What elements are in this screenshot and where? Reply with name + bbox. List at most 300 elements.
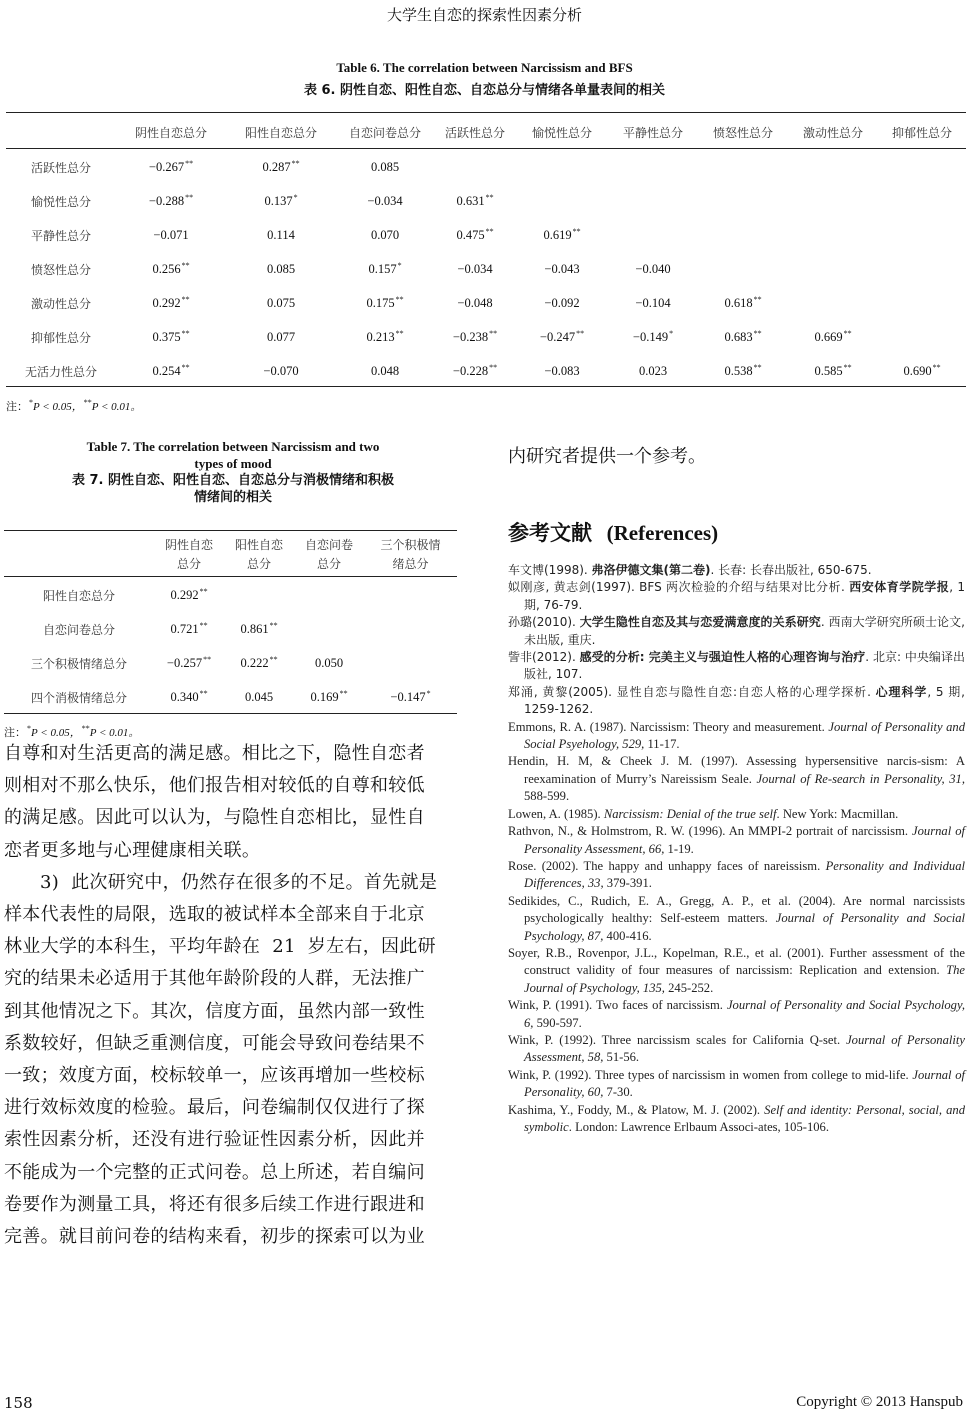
cell-value: −0.034 — [367, 193, 403, 208]
ref-authors: 孙璐(2010). — [508, 615, 580, 630]
ref-details: 11-17. — [644, 737, 680, 752]
table-cell — [878, 286, 966, 320]
table-cell — [434, 184, 516, 218]
row-label: 愉悦性总分 — [30, 194, 91, 209]
text-line: 卷要作为测量工具，将还有很多后续工作进行跟进和 — [4, 1193, 425, 1215]
reference-item — [508, 1102, 965, 1137]
reference-item — [508, 684, 965, 719]
reference-item — [508, 858, 965, 893]
ref-authors: Wink, P. (1992). Three narcissism scales for California Q-set. — [508, 1032, 847, 1047]
cell-value: −0.070 — [263, 363, 299, 378]
table-cell — [434, 218, 516, 252]
significance-stars: ** — [485, 193, 494, 202]
row-label: 平静性总分 — [30, 228, 91, 243]
significance-stars: ** — [269, 655, 278, 664]
significance-stars: * — [669, 329, 674, 338]
column-header: 活跃性总分 — [444, 125, 505, 140]
significance-stars: ** — [185, 193, 194, 202]
references-heading-en: (References) — [606, 521, 719, 545]
table-cell — [698, 252, 788, 286]
reference-item — [508, 579, 965, 614]
table-cell — [224, 680, 294, 714]
significance-stars: ** — [291, 159, 300, 168]
reference-item — [508, 753, 965, 805]
text-line: 进行效标效度的检验。最后，问卷编制仅仅进行了探 — [4, 1097, 425, 1119]
note-p05: P < 0.05， — [31, 727, 81, 739]
text-line: 不能成为一个完整的正式问卷。总上所述，若自编问 — [4, 1161, 425, 1183]
reference-item — [508, 649, 965, 684]
significance-stars: ** — [181, 295, 190, 304]
significance-stars: ** — [932, 363, 941, 372]
copyright: Copyright © 2013 Hanspub — [796, 1394, 963, 1410]
table-cell — [226, 320, 336, 354]
cell-value: −0.228 — [452, 364, 489, 378]
note-prefix: 注： — [6, 400, 28, 413]
ref-journal: Journal of Personality, 60, — [524, 1067, 965, 1100]
cell-value: 0.085 — [370, 159, 400, 174]
significance-stars: ** — [269, 621, 278, 630]
text-line: 则相对不那么快乐，他们报告相对较低的自尊和较低 — [4, 775, 425, 797]
cell-value: −0.034 — [457, 261, 493, 276]
ref-details: 590-597. — [533, 1015, 582, 1030]
table-cell — [434, 252, 516, 286]
ref-authors: Rose. (2002). The happy and unhappy faces of nareissism. — [508, 858, 826, 873]
row-label: 抑郁性总分 — [30, 330, 91, 345]
table-row — [6, 286, 966, 320]
running-header: 大学生自恋的探索性因素分析 — [386, 6, 582, 24]
note-star1: * — [29, 398, 33, 407]
ref-source: 西安体育学院学报 — [849, 580, 950, 595]
ref-details: . 西南大学研究所硕士论文, 未出版, 重庆. — [524, 615, 965, 647]
text-line: 系数较好，但缺乏重测信度，可能会导致问卷结果不 — [4, 1032, 425, 1054]
table7-title-zh-2: 情绪间的相关 — [193, 490, 272, 505]
ref-authors: 訾非(2012). — [508, 650, 580, 665]
row-label: 自恋问卷总分 — [42, 622, 115, 637]
table-cell — [226, 218, 336, 252]
cell-value: 0.048 — [370, 363, 400, 378]
cell-value: −0.149 — [632, 330, 669, 344]
table-row — [6, 354, 966, 388]
cell-value: 0.070 — [370, 227, 400, 242]
table-cell — [434, 320, 516, 354]
ref-source: 感受的分析: 完美主义与强迫性人格的心理咨询与治疗 — [579, 650, 866, 665]
table-cell — [516, 354, 608, 388]
significance-stars: ** — [489, 363, 498, 372]
column-header: 阴性自恋总分 — [134, 125, 207, 140]
cell-value: 0.683 — [724, 330, 753, 344]
ref-authors: Emmons, R. A. (1987). Narcissism: Theory and measurement. — [508, 719, 829, 734]
right-continuation-text: 内研究者提供一个参考。 — [508, 446, 706, 467]
table6 — [6, 114, 966, 388]
table-cell — [226, 184, 336, 218]
cell-value: 0.254 — [152, 364, 181, 378]
ref-details: 588-599. — [524, 789, 570, 804]
cell-value: 0.175 — [366, 296, 395, 310]
column-header — [154, 532, 224, 578]
cell-value: −0.257 — [166, 656, 203, 670]
references-heading — [508, 517, 718, 547]
ref-details: 7-30. — [603, 1085, 633, 1100]
table6-note — [6, 398, 141, 414]
table-cell — [336, 218, 434, 252]
page-number: 158 — [4, 1394, 33, 1412]
note-prefix: 注： — [4, 726, 26, 739]
ref-journal: Personality and Individual Differences, 33, — [524, 858, 965, 891]
table-cell — [226, 354, 336, 388]
table-cell — [336, 184, 434, 218]
text-line: 到其他情况之下。其次，信度方面，虽然内部一致性 — [4, 1000, 425, 1022]
cell-value: 0.375 — [152, 330, 181, 344]
note-star2: ** — [81, 724, 90, 733]
text-line: 样本代表性的局限，选取的被试样本全部来自于北京 — [4, 904, 425, 926]
table-cell — [878, 354, 966, 388]
table-cell — [154, 680, 224, 714]
table-row — [4, 646, 457, 680]
cell-value: 0.292 — [152, 296, 181, 310]
reference-item — [508, 1067, 965, 1102]
body-paragraph-1 — [4, 738, 462, 867]
table-cell — [878, 218, 966, 252]
significance-stars: ** — [199, 689, 208, 698]
table-cell — [116, 286, 226, 320]
table-cell — [116, 184, 226, 218]
ref-journal: The Journal of Psychology, 135, — [524, 963, 965, 995]
column-header — [364, 532, 457, 578]
ref-details: 245-252. — [664, 980, 714, 995]
table-cell — [434, 286, 516, 320]
significance-stars: ** — [753, 329, 762, 338]
row-label: 阳性自恋总分 — [42, 588, 115, 603]
cell-value: −0.147 — [390, 690, 426, 704]
table-cell — [116, 150, 226, 184]
table6-title-zh: 表 6. 阴性自恋、阳性自恋、自恋总分与情绪各单量表间的相关 — [303, 83, 666, 98]
cell-value: −0.040 — [635, 261, 671, 276]
table-cell — [294, 680, 364, 714]
table-cell — [878, 252, 966, 286]
table-cell — [116, 218, 226, 252]
column-header: 平静性总分 — [622, 125, 683, 140]
text-line: 索性因素分析，还没有进行验证性因素分析，因此并 — [4, 1129, 425, 1151]
cell-value: 0.618 — [724, 296, 753, 310]
significance-stars: ** — [843, 363, 852, 372]
table-cell — [116, 354, 226, 388]
ref-details: . New York: Macmillan. — [776, 806, 899, 821]
left-body-text — [4, 738, 462, 1253]
significance-stars: ** — [572, 227, 581, 236]
table-cell — [608, 218, 698, 252]
table-cell — [364, 646, 457, 680]
table-cell — [154, 578, 224, 612]
ref-details: . 长春: 长春出版社, 650-675. — [710, 563, 872, 577]
body-paragraph-2 — [4, 867, 462, 1253]
table-cell — [226, 286, 336, 320]
cell-value: 0.050 — [314, 655, 344, 670]
ref-authors: Lowen, A. (1985). — [508, 806, 604, 821]
table-cell — [336, 150, 434, 184]
note-p01: P < 0.01。 — [91, 401, 142, 413]
ref-journal: Narcissism: Denial of the true self — [603, 806, 777, 821]
table-row — [6, 150, 966, 184]
table-cell — [224, 578, 294, 612]
ref-details: , 1 期, 76-79. — [524, 580, 965, 612]
table-row — [6, 320, 966, 354]
cell-value: 0.861 — [240, 622, 269, 636]
table7-header-row — [4, 532, 457, 578]
table-cell — [516, 252, 608, 286]
ref-journal: Journal of Personality and Social Psyehology, 529, — [524, 719, 966, 752]
table7-title-en-2: types of mood — [194, 456, 272, 471]
cell-value: 0.023 — [638, 363, 668, 378]
significance-stars: ** — [199, 621, 208, 630]
cell-value: 0.585 — [814, 364, 843, 378]
table-cell — [608, 252, 698, 286]
row-label: 活跃性总分 — [30, 160, 91, 175]
text-line: 一致；效度方面，校标较单一，应该再增加一些校标 — [4, 1065, 425, 1087]
cell-value: 0.137 — [264, 194, 293, 208]
table-cell — [226, 252, 336, 286]
ref-details: 51-56. — [603, 1050, 640, 1065]
row-label: 三个积极情绪总分 — [30, 656, 127, 671]
row-label: 四个消极情绪总分 — [30, 690, 127, 705]
table-row — [6, 252, 966, 286]
cell-value: 0.669 — [814, 330, 843, 344]
table-cell — [116, 320, 226, 354]
table-row — [6, 218, 966, 252]
column-header-line: 总分 — [246, 557, 271, 571]
ref-authors: 姒刚彦, 黄志剑(1997). BFS 两次检验的介绍与结果对比分析. — [508, 580, 850, 595]
cell-value: 0.045 — [244, 689, 274, 704]
table6-title-en: Table 6. The correlation between Narcissism and BFS — [336, 60, 633, 75]
table-cell — [698, 286, 788, 320]
cell-value: 0.256 — [152, 262, 181, 276]
text-line: 林业大学的本科生，平均年龄在 21 岁左右，因此研 — [4, 936, 436, 958]
ref-source: 心理科学 — [875, 684, 928, 699]
table-cell — [698, 184, 788, 218]
ref-authors: 车文博(1998). — [508, 563, 592, 577]
ref-source: 大学生隐性自恋及其与恋爱满意度的关系研究 — [579, 615, 821, 630]
table7-title — [4, 438, 462, 506]
table-cell — [516, 184, 608, 218]
ref-details: 379-391. — [603, 876, 652, 891]
significance-stars: ** — [181, 329, 190, 338]
cell-value: 0.085 — [266, 261, 296, 276]
table7-title-zh-1: 表 7. 阴性自恋、阳性自恋、自恋总分与消极情绪和积极 — [71, 473, 395, 488]
table-cell — [608, 184, 698, 218]
note-p05: P < 0.05， — [33, 401, 83, 413]
table-cell — [698, 218, 788, 252]
reference-item — [508, 719, 965, 754]
cell-value: 0.222 — [240, 656, 269, 670]
significance-stars: ** — [203, 655, 212, 664]
column-header-line: 三个积极情 — [380, 538, 441, 552]
text-line: 恋者更多地与心理健康相关联。 — [4, 839, 261, 861]
table-cell — [788, 252, 878, 286]
reference-item — [508, 893, 965, 945]
column-header-line: 绪总分 — [392, 557, 429, 571]
table-cell — [364, 680, 457, 714]
table-cell — [336, 320, 434, 354]
text-line: 完善。就目前问卷的结构来看，初步的探索可以为业 — [4, 1226, 425, 1248]
column-header-line: 总分 — [316, 557, 341, 571]
significance-stars: ** — [339, 689, 348, 698]
table-cell — [364, 612, 457, 646]
table-cell — [788, 320, 878, 354]
cell-value: 0.690 — [903, 364, 932, 378]
table-cell — [788, 354, 878, 388]
table-row — [4, 578, 457, 612]
significance-stars: ** — [181, 261, 190, 270]
table-cell — [224, 646, 294, 680]
table-cell — [878, 320, 966, 354]
cell-value: 0.075 — [266, 295, 296, 310]
table-cell — [364, 578, 457, 612]
cell-value: −0.267 — [148, 160, 185, 174]
significance-stars: ** — [185, 159, 194, 168]
significance-stars: * — [293, 193, 298, 202]
ref-authors: Soyer, R.B., Rovenpor, J.L., Kopelman, R.E., et al. (2001). Further assessment of the construct validity of four measures of narcissism: Replication and extension. — [508, 945, 965, 978]
note-star2: ** — [83, 398, 92, 407]
significance-stars: ** — [753, 295, 762, 304]
ref-authors: Wink, P. (1991). Two faces of narcissism. — [508, 998, 727, 1013]
ref-details: 1-19. — [664, 841, 694, 856]
reference-item — [508, 997, 965, 1032]
reference-item — [508, 614, 965, 649]
cell-value: 0.077 — [266, 329, 296, 344]
note-p01: P < 0.01。 — [89, 727, 140, 739]
cell-value: 0.169 — [310, 690, 339, 704]
ref-details: . 北京: 中央编译出版社, 107. — [524, 650, 965, 682]
ref-authors: Sedikides, C., Rudich, E. A., Gregg, A. P., et al. (2004). Are normal narcissists psychologically healthy: Self-esteem matters. — [508, 893, 965, 926]
note-star1: * — [27, 724, 31, 733]
table-row — [6, 184, 966, 218]
table6-header-row — [6, 114, 966, 150]
cell-value: 0.538 — [724, 364, 753, 378]
ref-details: 400-416. — [603, 928, 652, 943]
cell-value: 0.213 — [366, 330, 395, 344]
column-header-line: 阳性自恋 — [234, 538, 283, 552]
reference-item — [508, 945, 965, 997]
table-cell — [878, 150, 966, 184]
text-line: 3) 此次研究中，仍然存在很多的不足。首先就是 — [40, 871, 438, 893]
significance-stars: ** — [181, 363, 190, 372]
table-cell — [698, 354, 788, 388]
row-label: 愤怒性总分 — [30, 262, 91, 277]
table-cell — [698, 320, 788, 354]
table-cell — [116, 252, 226, 286]
ref-journal: Journal of Personality Assessment, 58, — [524, 1032, 965, 1065]
significance-stars: * — [426, 689, 431, 698]
table6-top-rule — [6, 112, 966, 113]
ref-details: , 5 期, 1259-1262. — [524, 684, 965, 717]
table-cell — [516, 150, 608, 184]
table-cell — [224, 612, 294, 646]
table-cell — [608, 354, 698, 388]
column-header-line: 总分 — [176, 557, 201, 571]
table-cell — [516, 218, 608, 252]
significance-stars: ** — [485, 227, 494, 236]
reference-item — [508, 823, 965, 858]
cell-value: 0.631 — [456, 194, 485, 208]
cell-value: −0.247 — [539, 330, 576, 344]
column-header-line: 自恋问卷 — [304, 538, 353, 552]
significance-stars: ** — [489, 329, 498, 338]
table-cell — [788, 286, 878, 320]
cell-value: 0.619 — [543, 228, 572, 242]
cell-value: −0.043 — [544, 261, 580, 276]
table-cell — [788, 184, 878, 218]
table-cell — [294, 612, 364, 646]
table-cell — [154, 612, 224, 646]
table-cell — [434, 354, 516, 388]
cell-value: 0.340 — [170, 690, 199, 704]
ref-authors: 郑涌, 黄黎(2005). 显性自恋与隐性自恋:自恋人格的心理学探析. — [508, 684, 876, 699]
cell-value: 0.475 — [456, 228, 485, 242]
row-label: 无活力性总分 — [24, 364, 97, 379]
cell-value: −0.083 — [544, 363, 580, 378]
cell-value: −0.238 — [452, 330, 489, 344]
cell-value: 0.287 — [262, 160, 291, 174]
column-header: 愉悦性总分 — [531, 125, 592, 140]
cell-value: −0.104 — [635, 295, 671, 310]
ref-journal: Self and identity: Personal, social, and symbolic — [524, 1102, 965, 1134]
table-cell — [154, 646, 224, 680]
column-header — [294, 532, 364, 578]
ref-authors: Kashima, Y., Foddy, M., & Platow, M. J. (2002). — [508, 1102, 765, 1117]
cell-value: −0.048 — [457, 295, 493, 310]
ref-journal: Journal of Personality and Social Psychology, 87, — [524, 911, 965, 943]
table-cell — [516, 286, 608, 320]
table-cell — [226, 150, 336, 184]
cell-value: 0.292 — [170, 588, 199, 602]
table7 — [4, 532, 457, 714]
table-cell — [608, 150, 698, 184]
reference-item — [508, 562, 965, 579]
column-header — [224, 532, 294, 578]
table7-title-en-1: Table 7. The correlation between Narcissism and two — [86, 439, 380, 454]
significance-stars: ** — [395, 329, 404, 338]
row-label: 激动性总分 — [30, 296, 91, 311]
reference-list — [508, 562, 965, 1136]
column-header-line: 阴性自恋 — [164, 538, 213, 552]
column-header: 激动性总分 — [802, 125, 863, 140]
ref-authors: Hendin, H. M, & Cheek J. M. (1997). Assessing hypersensitive narcis-sism: A reexamination of Murry’s Nareissism Seale. — [508, 754, 965, 786]
column-header: 阳性自恋总分 — [244, 125, 317, 140]
cell-value: 0.157 — [368, 262, 397, 276]
significance-stars: ** — [199, 587, 208, 596]
references-heading-zh: 参考文献 — [508, 521, 592, 545]
table-cell — [434, 150, 516, 184]
ref-authors: Rathvon, N., & Holmstrom, R. W. (1996). An MMPI-2 portrait of narcissism. — [508, 824, 913, 839]
table-row — [4, 612, 457, 646]
reference-item — [508, 1032, 965, 1067]
table-cell — [294, 578, 364, 612]
corner-cell — [6, 114, 116, 150]
cell-value: −0.288 — [148, 194, 185, 208]
table-cell — [788, 150, 878, 184]
ref-details: . London: Lawrence Erlbaum Associ-ates, 105-106. — [568, 1120, 829, 1134]
text-line: 自尊和对生活更高的满足感。相比之下，隐性自恋者 — [4, 743, 425, 764]
table-cell — [878, 184, 966, 218]
significance-stars: ** — [753, 363, 762, 372]
ref-journal: Journal of Personality and Social Psychology, 6, — [524, 998, 965, 1030]
reference-item — [508, 806, 965, 823]
table-cell — [788, 218, 878, 252]
table7-top-rule — [4, 530, 457, 531]
significance-stars: ** — [576, 329, 585, 338]
table-cell — [516, 320, 608, 354]
ref-journal: Journal of Personality Assessment, 66, — [524, 824, 965, 856]
cell-value: −0.092 — [544, 295, 580, 310]
